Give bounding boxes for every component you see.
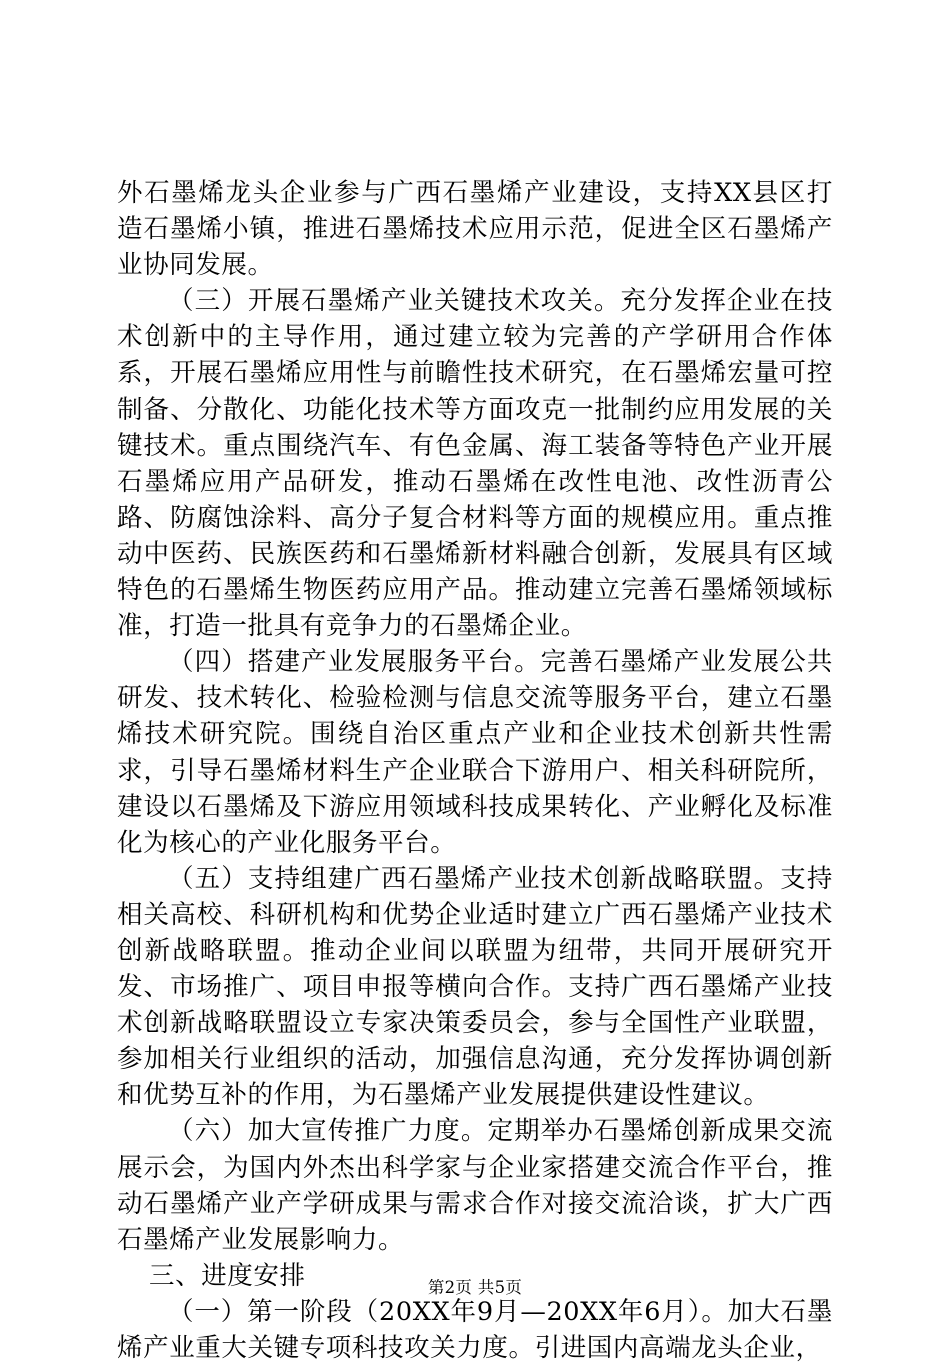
paragraph-continuation: 外石墨烯龙头企业参与广西石墨烯产业建设，支持XX县区打造石墨烯小镇，推进石墨烯技术应用示范，促进全区石墨烯产业协同发展。 bbox=[117, 178, 833, 281]
document-body bbox=[117, 175, 833, 1366]
paragraph-section-3: （三）开展石墨烯产业关键技术攻关。充分发挥企业在技术创新中的主导作用，通过建立较为完善的产学研用合作体系，开展石墨烯应用性与前瞻性技术研究，在石墨烯宏量可控制备、分散化、功能化技术等方面攻克一批制约应用发展的关键技术。重点围绕汽车、有色金属、海工装备等特色产业开展石墨烯应用产品研发，推动石墨烯在改性电池、改性沥青公路、防腐蚀涂料、高分子复合材料等方面的规模应用。重点推动中医药、民族医药和石墨烯新材料融合创新，发展具有区域特色的石墨烯生物医药应用产品。推动建立完善石墨烯领域标准，打造一批具有竞争力的石墨烯企业。 bbox=[117, 286, 833, 642]
page-number-footer: 第2页 共5页 bbox=[427, 1278, 523, 1297]
section-heading-schedule: 三、进度安排 bbox=[149, 1260, 306, 1291]
paragraph-section-4: （四）搭建产业发展服务平台。完善石墨烯产业发展公共研发、技术转化、检验检测与信息交流等服务平台，建立石墨烯技术研究院。围绕自治区重点产业和企业技术创新共性需求，引导石墨烯材料生产企业联合下游用户、相关科研院所，建设以石墨烯及下游应用领域科技成果转化、产业孵化及标准化为核心的产业化服务平台。 bbox=[117, 647, 833, 858]
paragraph-section-6: （六）加大宣传推广力度。定期举办石墨烯创新成果交流展示会，为国内外杰出科学家与企业家搭建交流合作平台，推动石墨烯产业产学研成果与需求合作对接交流洽谈，扩大广西石墨烯产业发展影响力。 bbox=[117, 1116, 833, 1255]
paragraph-section-5: （五）支持组建广西石墨烯产业技术创新战略联盟。支持相关高校、科研机构和优势企业适时建立广西石墨烯产业技术创新战略联盟。推动企业间以联盟为纽带，共同开展研究开发、市场推广、项目申报等横向合作。支持广西石墨烯产业技术创新战略联盟设立专家决策委员会，参与全国性产业联盟，参加相关行业组织的活动，加强信息沟通，充分发挥协调创新和优势互补的作用，为石墨烯产业发展提供建设性建议。 bbox=[117, 863, 833, 1111]
paragraph-phase-1: （一）第一阶段（20XX年9月—20XX年6月）。加大石墨烯产业重大关键专项科技攻关力度。引进国内高端龙头企业， bbox=[117, 1296, 833, 1363]
